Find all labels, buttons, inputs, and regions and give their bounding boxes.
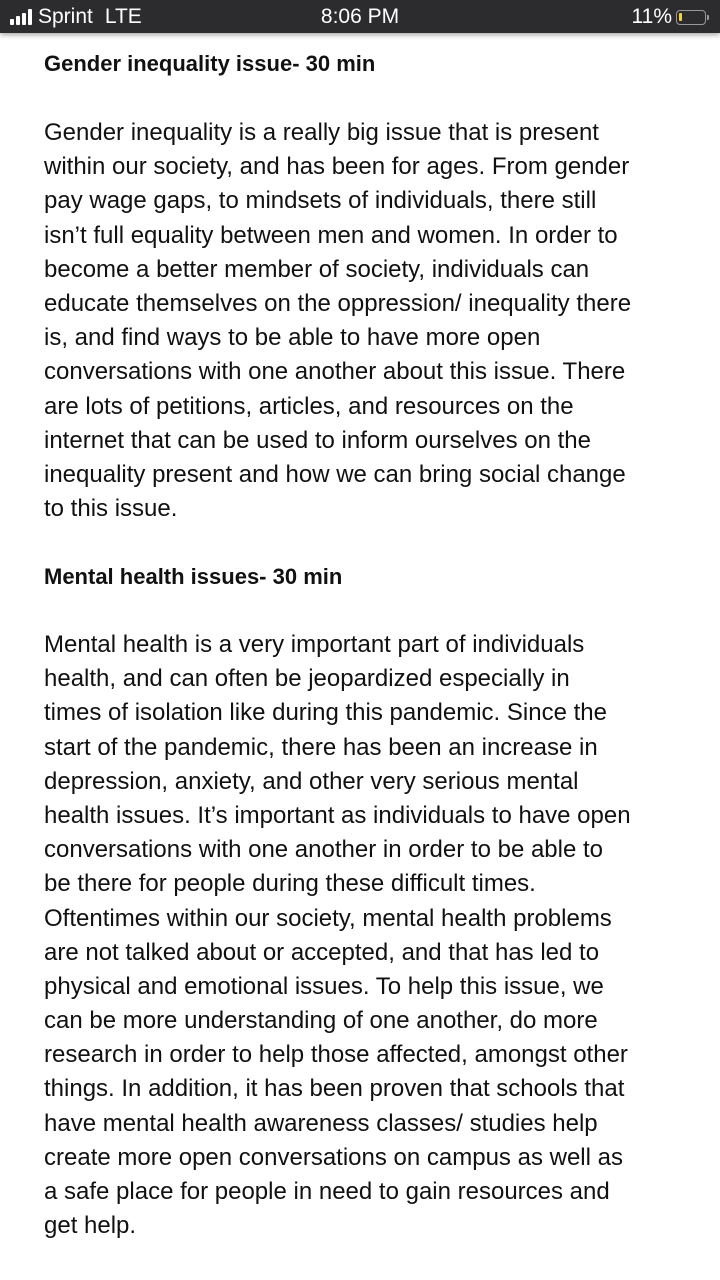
text-line: Mental health is a very important part of individuals (44, 631, 585, 658)
paragraph-mental-health (44, 628, 631, 1243)
battery-percent: 11% (631, 5, 672, 28)
text-line: times of isolation like during this pandemic. Since the (44, 699, 607, 727)
text-line: internet that can be used to inform ourselves on the (44, 426, 591, 454)
text-line: start of the pandemic, there has been an increase in (44, 733, 598, 761)
section-heading-gender-inequality: Gender inequality issue- 30 min (44, 51, 376, 76)
text-line: conversations with one another about this issue. There (44, 358, 626, 386)
text-line: are lots of petitions, articles, and resources on the (44, 392, 574, 420)
text-line: things. In addition, it has been proven that schools that (44, 1075, 625, 1103)
text-line: within our society, and has been for ages. From gender (44, 153, 630, 181)
clock: 8:06 PM (320, 5, 400, 28)
text-line: become a better member of society, individuals can (44, 255, 590, 283)
section-heading-mental-health: Mental health issues- 30 min (44, 564, 343, 589)
text-line: is, and find ways to be able to have more open (44, 324, 541, 352)
battery-icon (676, 10, 706, 25)
text-line: be there for people during these difficult times. (44, 870, 536, 898)
text-line: conversations with one another in order to be able to (44, 836, 604, 864)
text-line: get help. (44, 1212, 137, 1240)
paragraph-gender-inequality (44, 116, 631, 526)
network-type: LTE (104, 5, 142, 28)
text-line: pay wage gaps, to mindsets of individuals, there still (44, 187, 597, 215)
text-line: physical and emotional issues. To help this issue, we (44, 972, 604, 1000)
text-line: inequality present and how we can bring social change (44, 460, 626, 488)
text-line: isn’t full equality between men and women. In order to (44, 221, 618, 249)
text-line: Oftentimes within our society, mental health problems (44, 904, 612, 932)
text-line: health, and can often be jeopardized especially in (44, 665, 570, 693)
text-line: health issues. It’s important as individuals to have open (44, 801, 631, 829)
text-line: are not talked about or accepted, and that has led to (44, 938, 600, 966)
carrier-name: Sprint (38, 5, 93, 28)
text-line: can be more understanding of one another, do more (44, 1007, 598, 1035)
text-line: have mental health awareness classes/ studies help (44, 1109, 598, 1137)
text-line: create more open conversations on campus as well as (44, 1143, 623, 1171)
text-line: a safe place for people in need to gain resources and (44, 1178, 610, 1205)
text-line: educate themselves on the oppression/ inequality there (44, 289, 632, 317)
text-line: Gender inequality is a really big issue that is present (44, 119, 599, 146)
text-line: depression, anxiety, and other very serious mental (44, 767, 579, 795)
status-bar (0, 0, 720, 33)
text-line: to this issue. (44, 495, 178, 523)
text-line: research in order to help those affected, amongst other (44, 1041, 628, 1069)
